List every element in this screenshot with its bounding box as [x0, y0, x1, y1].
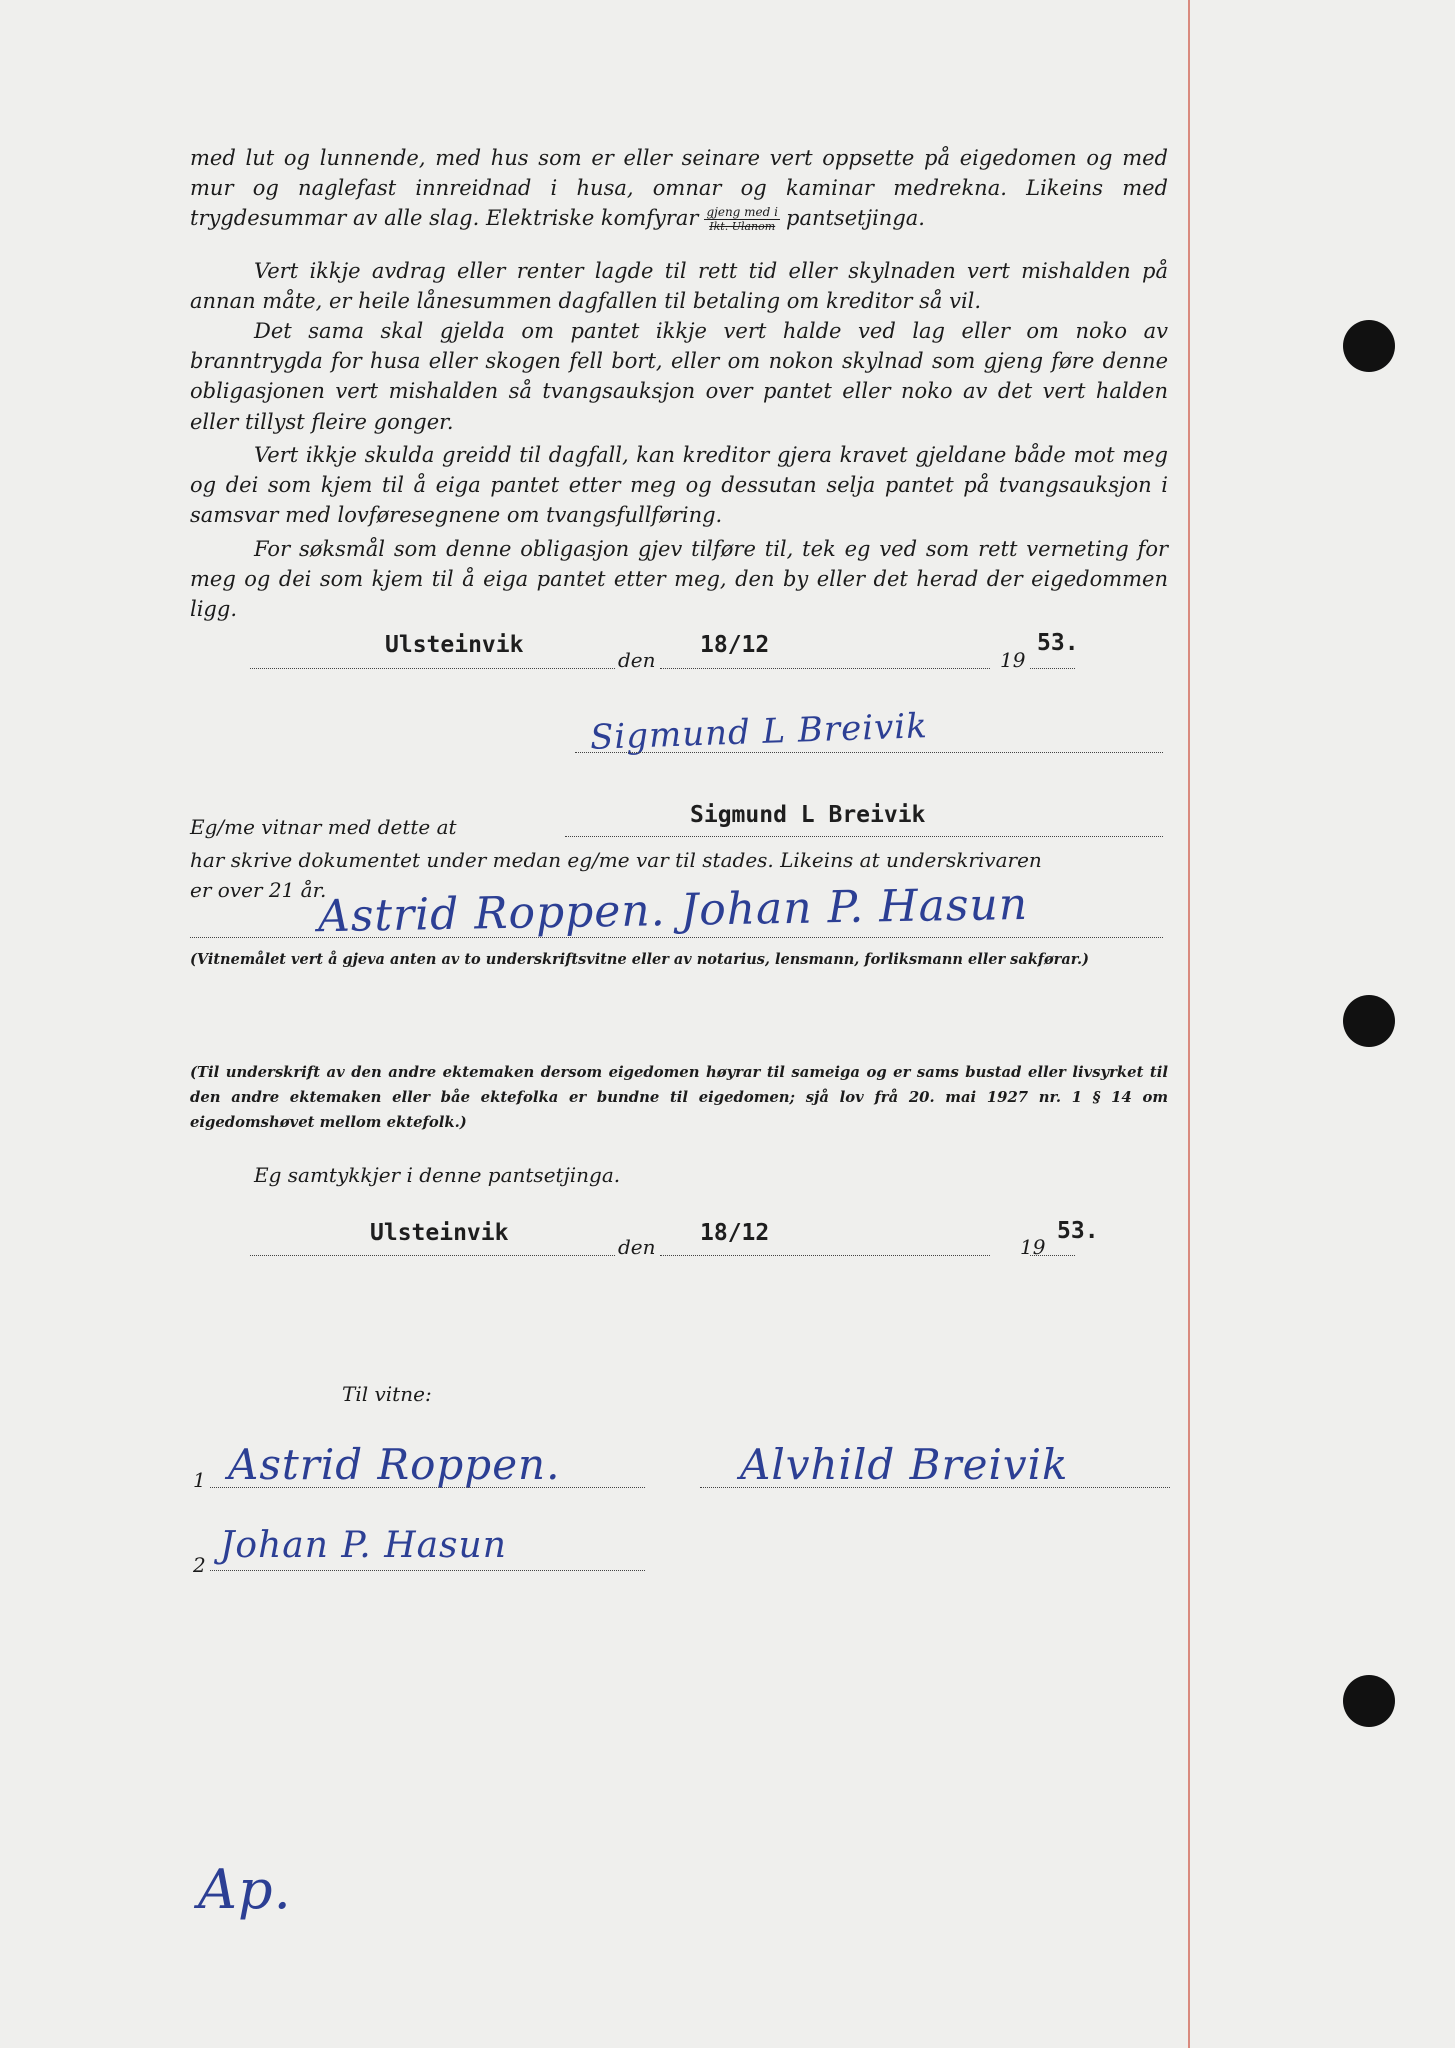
witness-label: Eg/me vitnar med dette at — [190, 815, 457, 839]
witness-signatures: Astrid Roppen. Johan P. Hasun — [317, 878, 1029, 943]
year-2: 53. — [1057, 1218, 1099, 1244]
note-spouse: (Til underskrift av den andre ektemaken dersom eigedomen høyrar til sameiga og er sams bustad eller livsyrket til den andre ektemaken eller båe ektefolka er bundne til eigedomen; sjå lov frå 20. mai 1927 nr. 1 § 14 om eigedomshøvet mellom ektefolk.) — [190, 1064, 1168, 1131]
date-2: 18/12 — [700, 1220, 770, 1246]
witness-text-1: har skrive dokumentet under medan eg/me var til stades. Likeins at underskrivaren — [190, 848, 1042, 872]
year-prefix-1: 19 — [1000, 648, 1026, 672]
paragraph-collateral — [190, 143, 1168, 234]
handwritten-insertion — [704, 206, 780, 233]
witness-text-2: er over 21 år. — [190, 878, 327, 902]
punch-hole — [1343, 995, 1395, 1047]
dotted-line — [660, 668, 990, 669]
dotted-line — [250, 1255, 615, 1256]
dotted-line — [210, 1487, 645, 1488]
dotted-line — [210, 1570, 645, 1571]
paragraph-venue — [190, 534, 1168, 625]
dotted-line — [565, 836, 1163, 837]
dotted-line — [190, 937, 1163, 938]
den-label-2: den — [618, 1235, 656, 1259]
paragraph-text: Vert ikkje avdrag eller renter lagde til rett tid eller skylnaden vert mishalden på annan måte, er heile lånesummen dagfallen til betaling om kreditor så vil. — [190, 259, 1168, 314]
place-1: Ulsteinvik — [385, 632, 524, 658]
paragraph-text: Vert ikkje skulda greidd til dagfall, kan kreditor gjera kravet gjeldane både mot meg og dei som kjem til å eiga pantet etter meg og dessutan selja pantet på tvangsauksjon i samsvar med lovføresegnene om tvangsfullføring. — [190, 443, 1168, 528]
date-1: 18/12 — [700, 632, 770, 658]
year-prefix-2: 19 — [1020, 1235, 1046, 1259]
dotted-line — [250, 668, 615, 669]
den-label-1: den — [618, 648, 656, 672]
dotted-line — [1030, 668, 1075, 669]
margin-line — [1188, 0, 1190, 2048]
witness-1-number: 1 — [193, 1468, 206, 1492]
paragraph-default — [190, 256, 1168, 316]
place-2: Ulsteinvik — [370, 1220, 509, 1246]
paragraph-enforcement — [190, 440, 1168, 531]
punch-hole — [1343, 1675, 1395, 1727]
typed-name: Sigmund L Breivik — [690, 802, 926, 828]
til-vitne-label: Til vitne: — [342, 1382, 432, 1406]
insertion-struck: Ikt. Ulanom — [709, 220, 776, 234]
paragraph-text: pantsetjinga. — [786, 206, 925, 231]
spouse-signature: Alvhild Breivik — [740, 1440, 1069, 1489]
witness-2-signature: Johan P. Hasun — [220, 1525, 507, 1566]
dotted-line — [575, 752, 1163, 753]
owner-signature: Sigmund L Breivik — [589, 706, 929, 758]
note-witness: (Vitnemålet vert å gjeva anten av to underskriftsvitne eller av notarius, lensmann, forliksmann eller sakførar.) — [190, 951, 1089, 968]
paragraph-default-2 — [190, 316, 1168, 437]
paragraph-text: med lut og lunnende, med hus som er eller seinare vert oppsette på eigedomen og med mur og naglefast innreidnad i husa, omnar og kaminar medrekna. Likeins med trygdesummar av alle slag. Elektriske komfyrar — [190, 146, 1168, 231]
witness-2-number: 2 — [193, 1553, 206, 1577]
year-1: 53. — [1037, 630, 1079, 656]
insertion-top: gjeng med i — [706, 205, 778, 220]
consent-text: Eg samtykkjer i denne pantsetjinga. — [254, 1163, 621, 1187]
paragraph-text: Det sama skal gjelda om pantet ikkje vert halde ved lag eller om noko av branntrygda for husa eller skogen fell bort, eller om nokon skylnad som gjeng føre denne obligasjonen vert mishalden så tvangsauksjon over pantet eller noko av det vert halden eller tillyst fleire gonger. — [190, 319, 1168, 434]
punch-hole — [1343, 320, 1395, 372]
dotted-line — [660, 1255, 990, 1256]
dotted-line — [700, 1487, 1170, 1488]
witness-1-signature: Astrid Roppen. — [228, 1440, 561, 1489]
initials: Ap. — [198, 1858, 292, 1921]
paragraph-text: For søksmål som denne obligasjon gjev tilføre til, tek eg ved som rett verneting for meg og dei som kjem til å eiga pantet etter meg, den by eller det herad der eigedommen ligg. — [190, 537, 1168, 622]
